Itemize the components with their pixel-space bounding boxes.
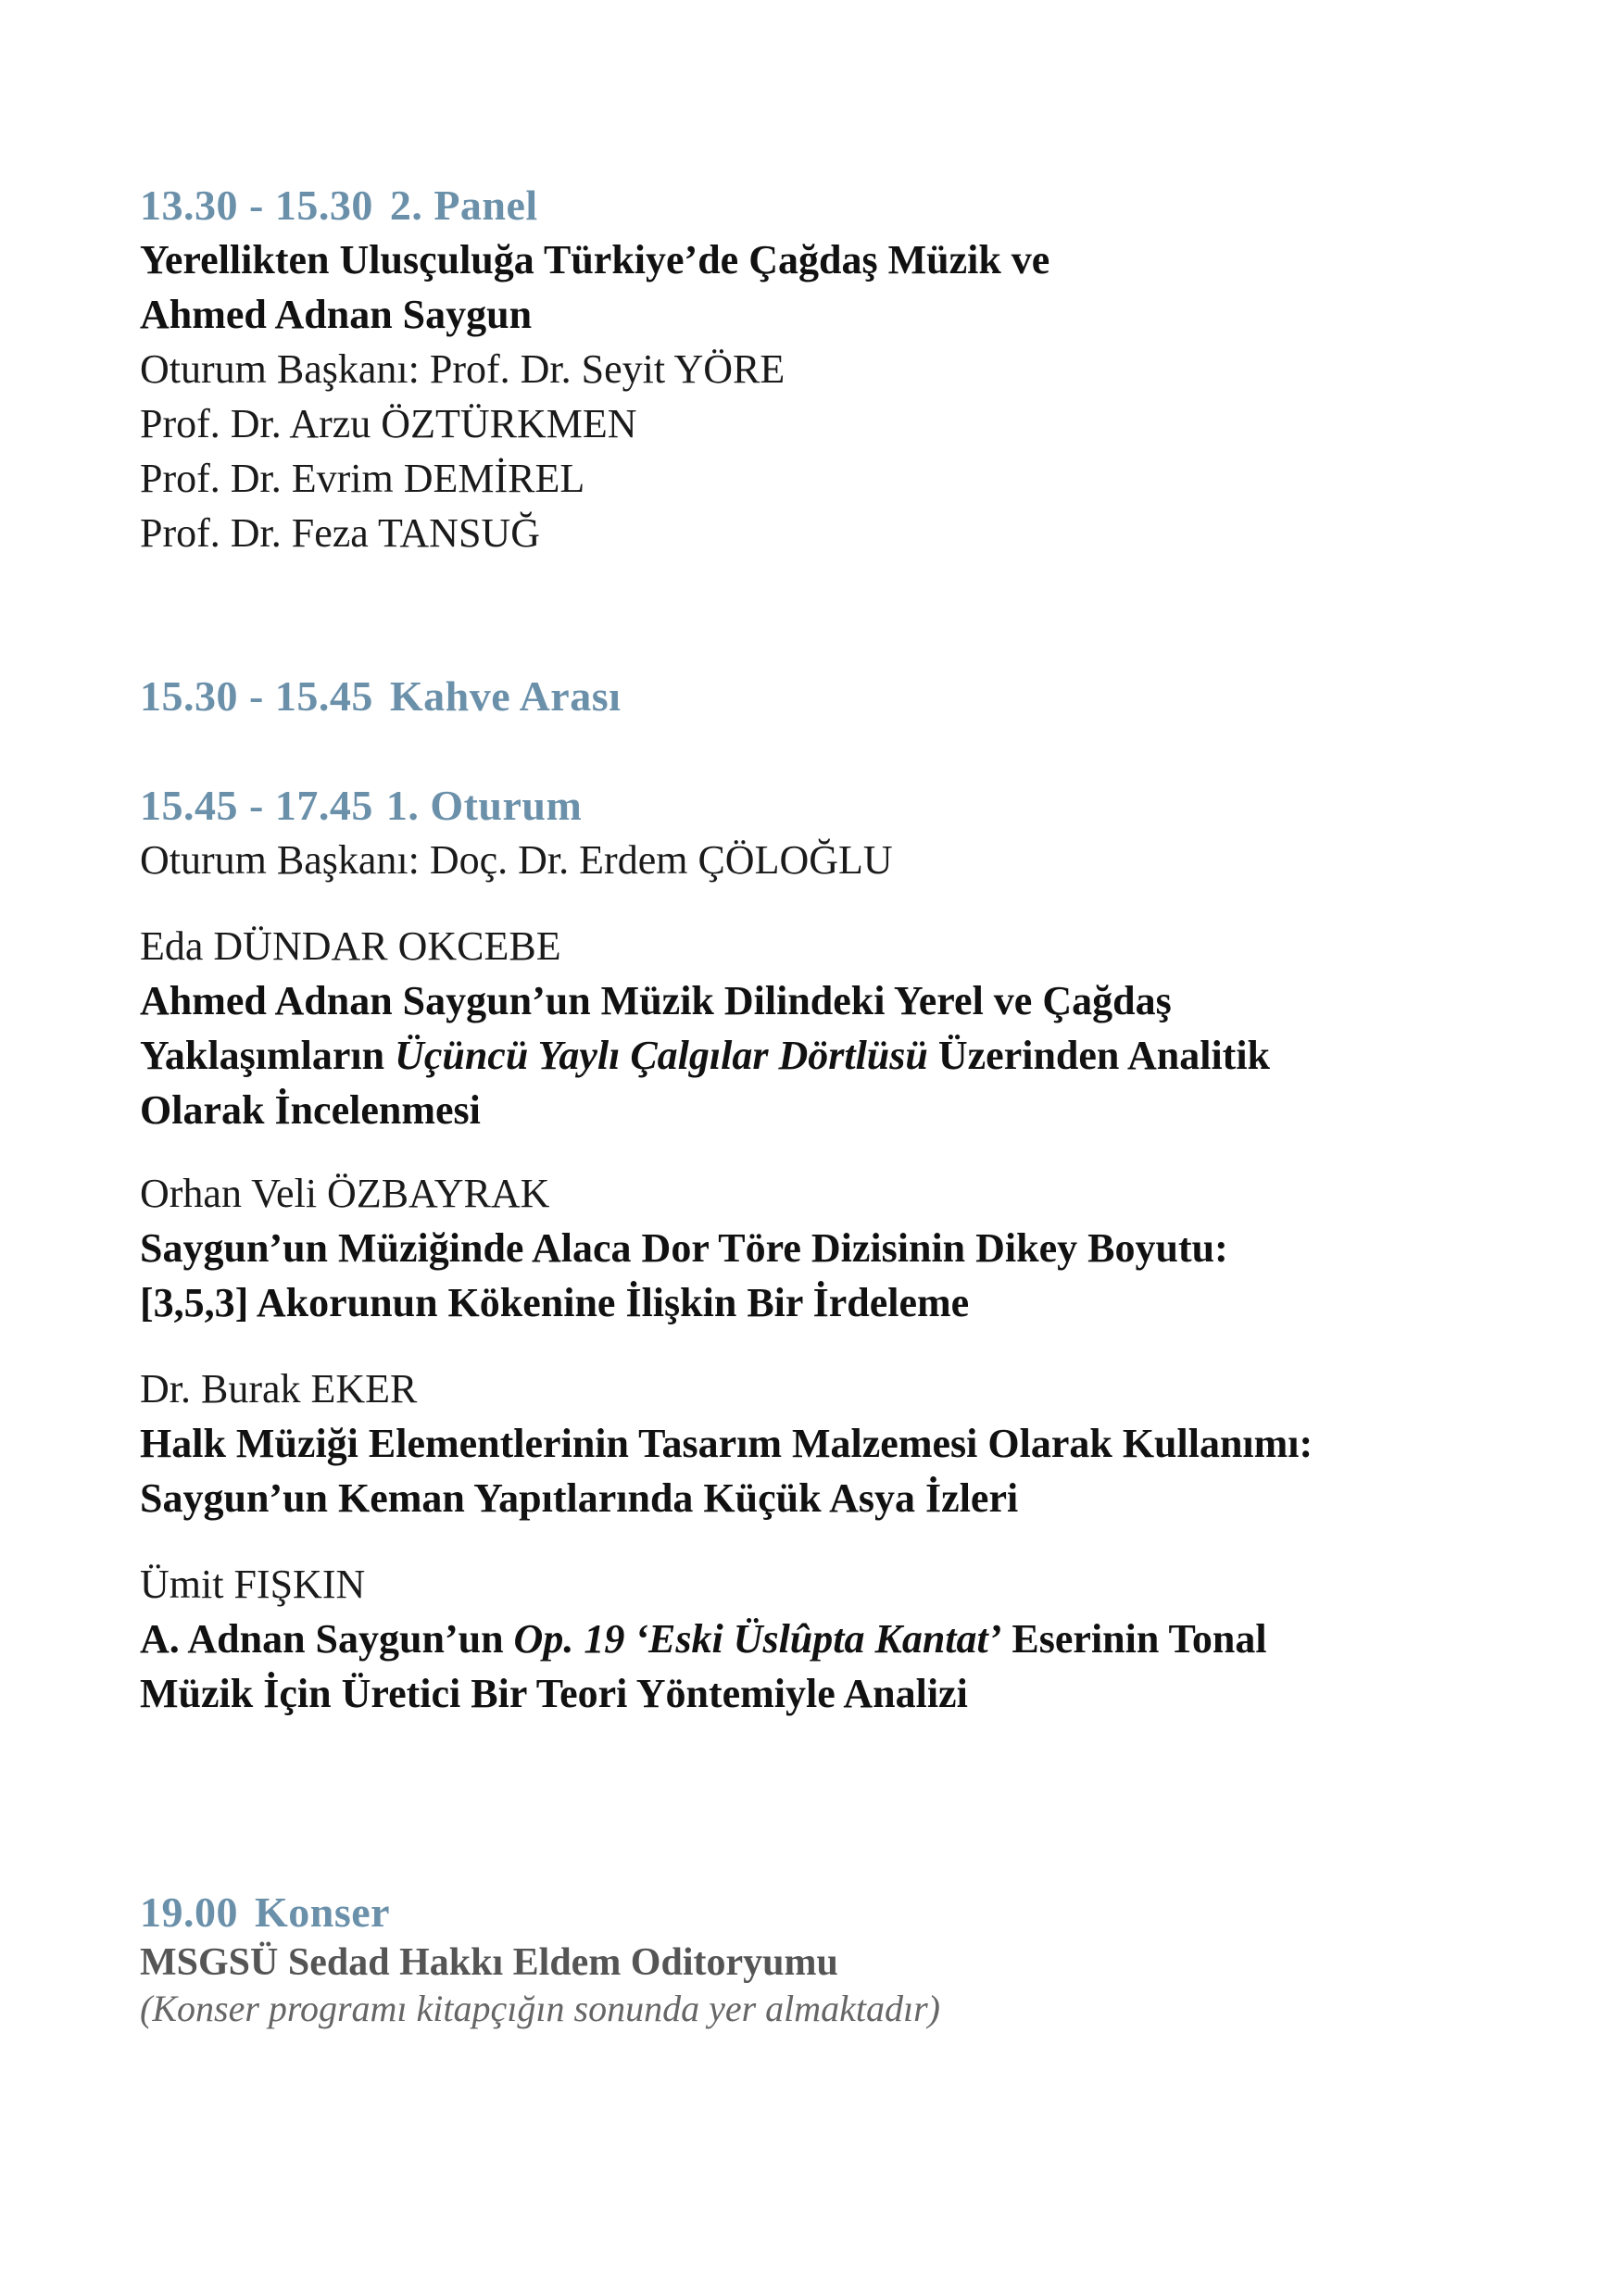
concert-time: 19.00 — [140, 1888, 238, 1936]
paper-title-italic: Op. 19 ‘Eski Üslûpta Kantat’ — [513, 1616, 1002, 1662]
paper-title-italic: Üçüncü Yaylı Çalgılar Dörtlüsü — [395, 1033, 928, 1078]
concert-heading — [140, 1885, 1511, 1939]
concert-label: Konser — [255, 1888, 391, 1936]
paper-title-line — [140, 1028, 1511, 1083]
session-time: 15.45 - 17.45 — [140, 782, 373, 829]
paper-speaker: Eda DÜNDAR OKCEBE — [140, 923, 561, 969]
break-section — [140, 669, 1511, 723]
panel-label: 2. Panel — [389, 182, 538, 229]
break-label: Kahve Arası — [389, 672, 622, 720]
panelist: Prof. Dr. Feza TANSUĞ — [140, 510, 540, 556]
concert-venue: MSGSÜ Sedad Hakkı Eldem Oditoryumu — [140, 1941, 838, 1984]
paper-item — [140, 1557, 1511, 1721]
paper-speaker: Orhan Veli ÖZBAYRAK — [140, 1171, 550, 1216]
paper-speaker: Ümit FIŞKIN — [140, 1562, 366, 1607]
paper-speaker: Dr. Burak EKER — [140, 1366, 418, 1411]
panel-title-line-1: Yerellikten Ulusçuluğa Türkiye’de Çağdaş Müzik ve — [140, 237, 1050, 282]
paper-title-line — [140, 1612, 1511, 1666]
panel-time: 13.30 - 15.30 — [140, 182, 373, 229]
paper-title-line: Müzik İçin Üretici Bir Teori Yöntemiyle Analizi — [140, 1671, 968, 1716]
session-label: 1. Oturum — [385, 782, 583, 829]
session-heading — [140, 778, 1511, 833]
paper-item — [140, 919, 1511, 1137]
panelist: Prof. Dr. Evrim DEMİREL — [140, 456, 585, 501]
break-heading — [140, 669, 1511, 723]
paper-title-line: Olarak İncelenmesi — [140, 1087, 481, 1133]
paper-title-text: Üzerinden Analitik — [927, 1033, 1271, 1078]
paper-item — [140, 1361, 1511, 1525]
paper-title-text: Eserinin Tonal — [1001, 1616, 1267, 1662]
panel-title-line-2: Ahmed Adnan Saygun — [140, 292, 533, 337]
paper-item — [140, 1166, 1511, 1330]
concert-section — [140, 1885, 1511, 2032]
paper-title-text: A. Adnan Saygun’un — [140, 1616, 514, 1662]
paper-title-line: Halk Müziği Elementlerinin Tasarım Malzemesi Olarak Kullanımı: — [140, 1421, 1313, 1466]
session-section — [140, 778, 1511, 887]
panel-heading — [140, 178, 1511, 232]
session-chair: Oturum Başkanı: Doç. Dr. Erdem ÇÖLOĞLU — [140, 837, 893, 883]
paper-title-line: Saygun’un Müziğinde Alaca Dor Töre Dizisinin Dikey Boyutu: — [140, 1225, 1228, 1271]
panelist: Prof. Dr. Arzu ÖZTÜRKMEN — [140, 401, 637, 446]
break-time: 15.30 - 15.45 — [140, 672, 373, 720]
panel-chair: Oturum Başkanı: Prof. Dr. Seyit YÖRE — [140, 346, 785, 392]
paper-title-line: [3,5,3] Akorunun Kökenine İlişkin Bir İrdeleme — [140, 1280, 970, 1325]
paper-title-text: Yaklaşımların — [140, 1033, 396, 1078]
paper-title-line: Ahmed Adnan Saygun’un Müzik Dilindeki Yerel ve Çağdaş — [140, 978, 1172, 1023]
concert-note: (Konser programı kitapçığın sonunda yer almaktadır) — [140, 1988, 941, 2029]
panel-section — [140, 178, 1511, 560]
paper-title-line: Saygun’un Keman Yapıtlarında Küçük Asya İzleri — [140, 1475, 1019, 1521]
